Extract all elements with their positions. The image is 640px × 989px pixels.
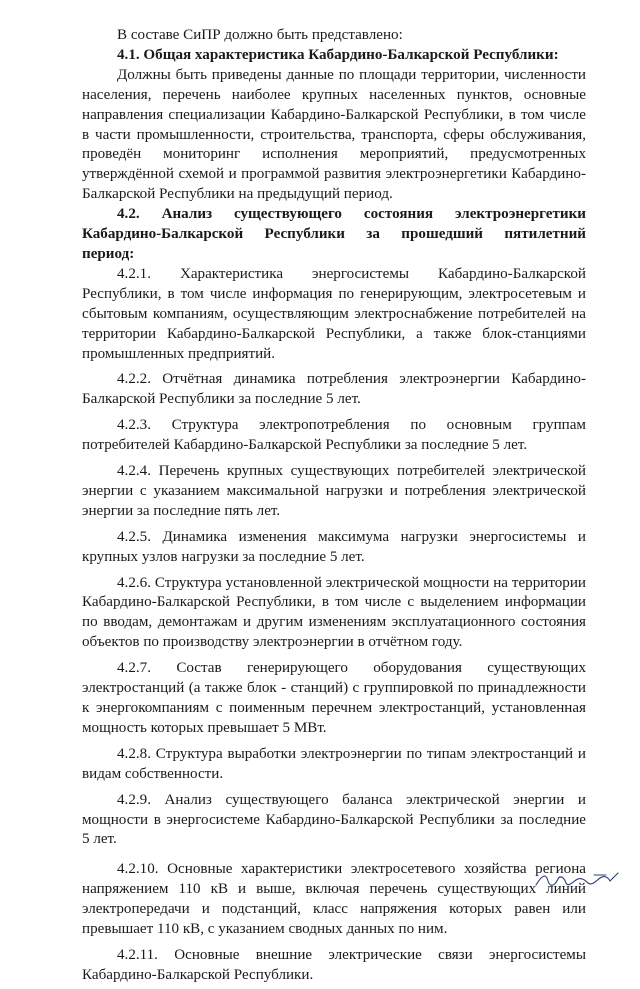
list-item-4-2-11: 4.2.11. Основные внешние электрические связи энергосистемы Кабардино-Балкарской Республики. bbox=[82, 946, 586, 983]
list-item-4-2-8: 4.2.8. Структура выработки электроэнергии по типам электростанций и видам собственности. bbox=[82, 745, 586, 782]
list-item-4-2-2: 4.2.2. Отчётная динамика потребления электроэнергии Кабардино-Балкарской Республики за последние 5 лет. bbox=[82, 371, 586, 408]
section-4-1-heading: 4.1. Общая характеристика Кабардино-Балкарской Республики: bbox=[117, 46, 559, 63]
list-item-4-2-1: 4.2.1. Характеристика энергосистемы Кабардино-Балкарской Республики, в том числе информация по генерирующим, электросетевым и сбытовым компаниям, осуществляющим электроснабжение потребителей на территории Кабардино-Балкарской Республики, а также блок-станциями промышленных предприятий. bbox=[82, 265, 586, 362]
handwritten-signature bbox=[534, 869, 622, 891]
list-item-4-2-10: 4.2.10. Основные характеристики электросетевого хозяйства региона напряжением 110 кВ и выше, включая перечень существующих линий электропередачи и подстанций, класс напряжения которых равен или превышает 110 кВ, с указанием сводных данных по ним. bbox=[82, 861, 586, 938]
list-item-4-2-3: 4.2.3. Структура электропотребления по основным группам потребителей Кабардино-Балкарской Республики за последние 5 лет. bbox=[82, 417, 586, 454]
list-item-4-2-5: 4.2.5. Динамика изменения максимума нагрузки энергосистемы и крупных узлов нагрузки за последние 5 лет. bbox=[82, 528, 586, 565]
section-4-1-body: Должны быть приведены данные по площади территории, численности населения, перечень наиболее крупных населенных пунктов, основные направления специализации Кабардино-Балкарской Республики, в том числе в части промышленности, строительства, транспорта, сферы обслуживания, проведён мониторинг исполнения мероприятий, предусмотренных утверждённой схемой и программой развития электроэнергетики Кабардино-Балкарской Республики на предыдущий период. bbox=[82, 66, 586, 203]
section-4-2-heading: 4.2. Анализ существующего состояния электроэнергетики Кабардино-Балкарской Республики за прошедший пятилетний период: bbox=[82, 206, 586, 262]
document-body bbox=[82, 26, 586, 989]
list-item-4-2-9: 4.2.9. Анализ существующего баланса электрической энергии и мощности в энергосистеме Кабардино-Балкарской Республики за последние 5 лет. bbox=[82, 791, 586, 848]
intro-paragraph: В составе СиПР должно быть представлено: bbox=[117, 27, 403, 43]
list-item-4-2-7: 4.2.7. Состав генерирующего оборудования существующих электростанций (а также блок - станций) с группировкой по принадлежности к энергокомпаниям с поименным перечнем электростанций, установленная мощность которых превышает 5 МВт. bbox=[82, 660, 586, 736]
list-item-4-2-4: 4.2.4. Перечень крупных существующих потребителей электрической энергии с указанием максимальной нагрузки и потребления электрической энергии за последние пять лет. bbox=[82, 463, 586, 519]
list-item-4-2-6: 4.2.6. Структура установленной электрической мощности на территории Кабардино-Балкарской Республики, в том числе с выделением информации по вводам, демонтажам и другим изменениям эксплуатационного состояния объектов по производству электроэнергии в отчётном году. bbox=[82, 574, 586, 651]
